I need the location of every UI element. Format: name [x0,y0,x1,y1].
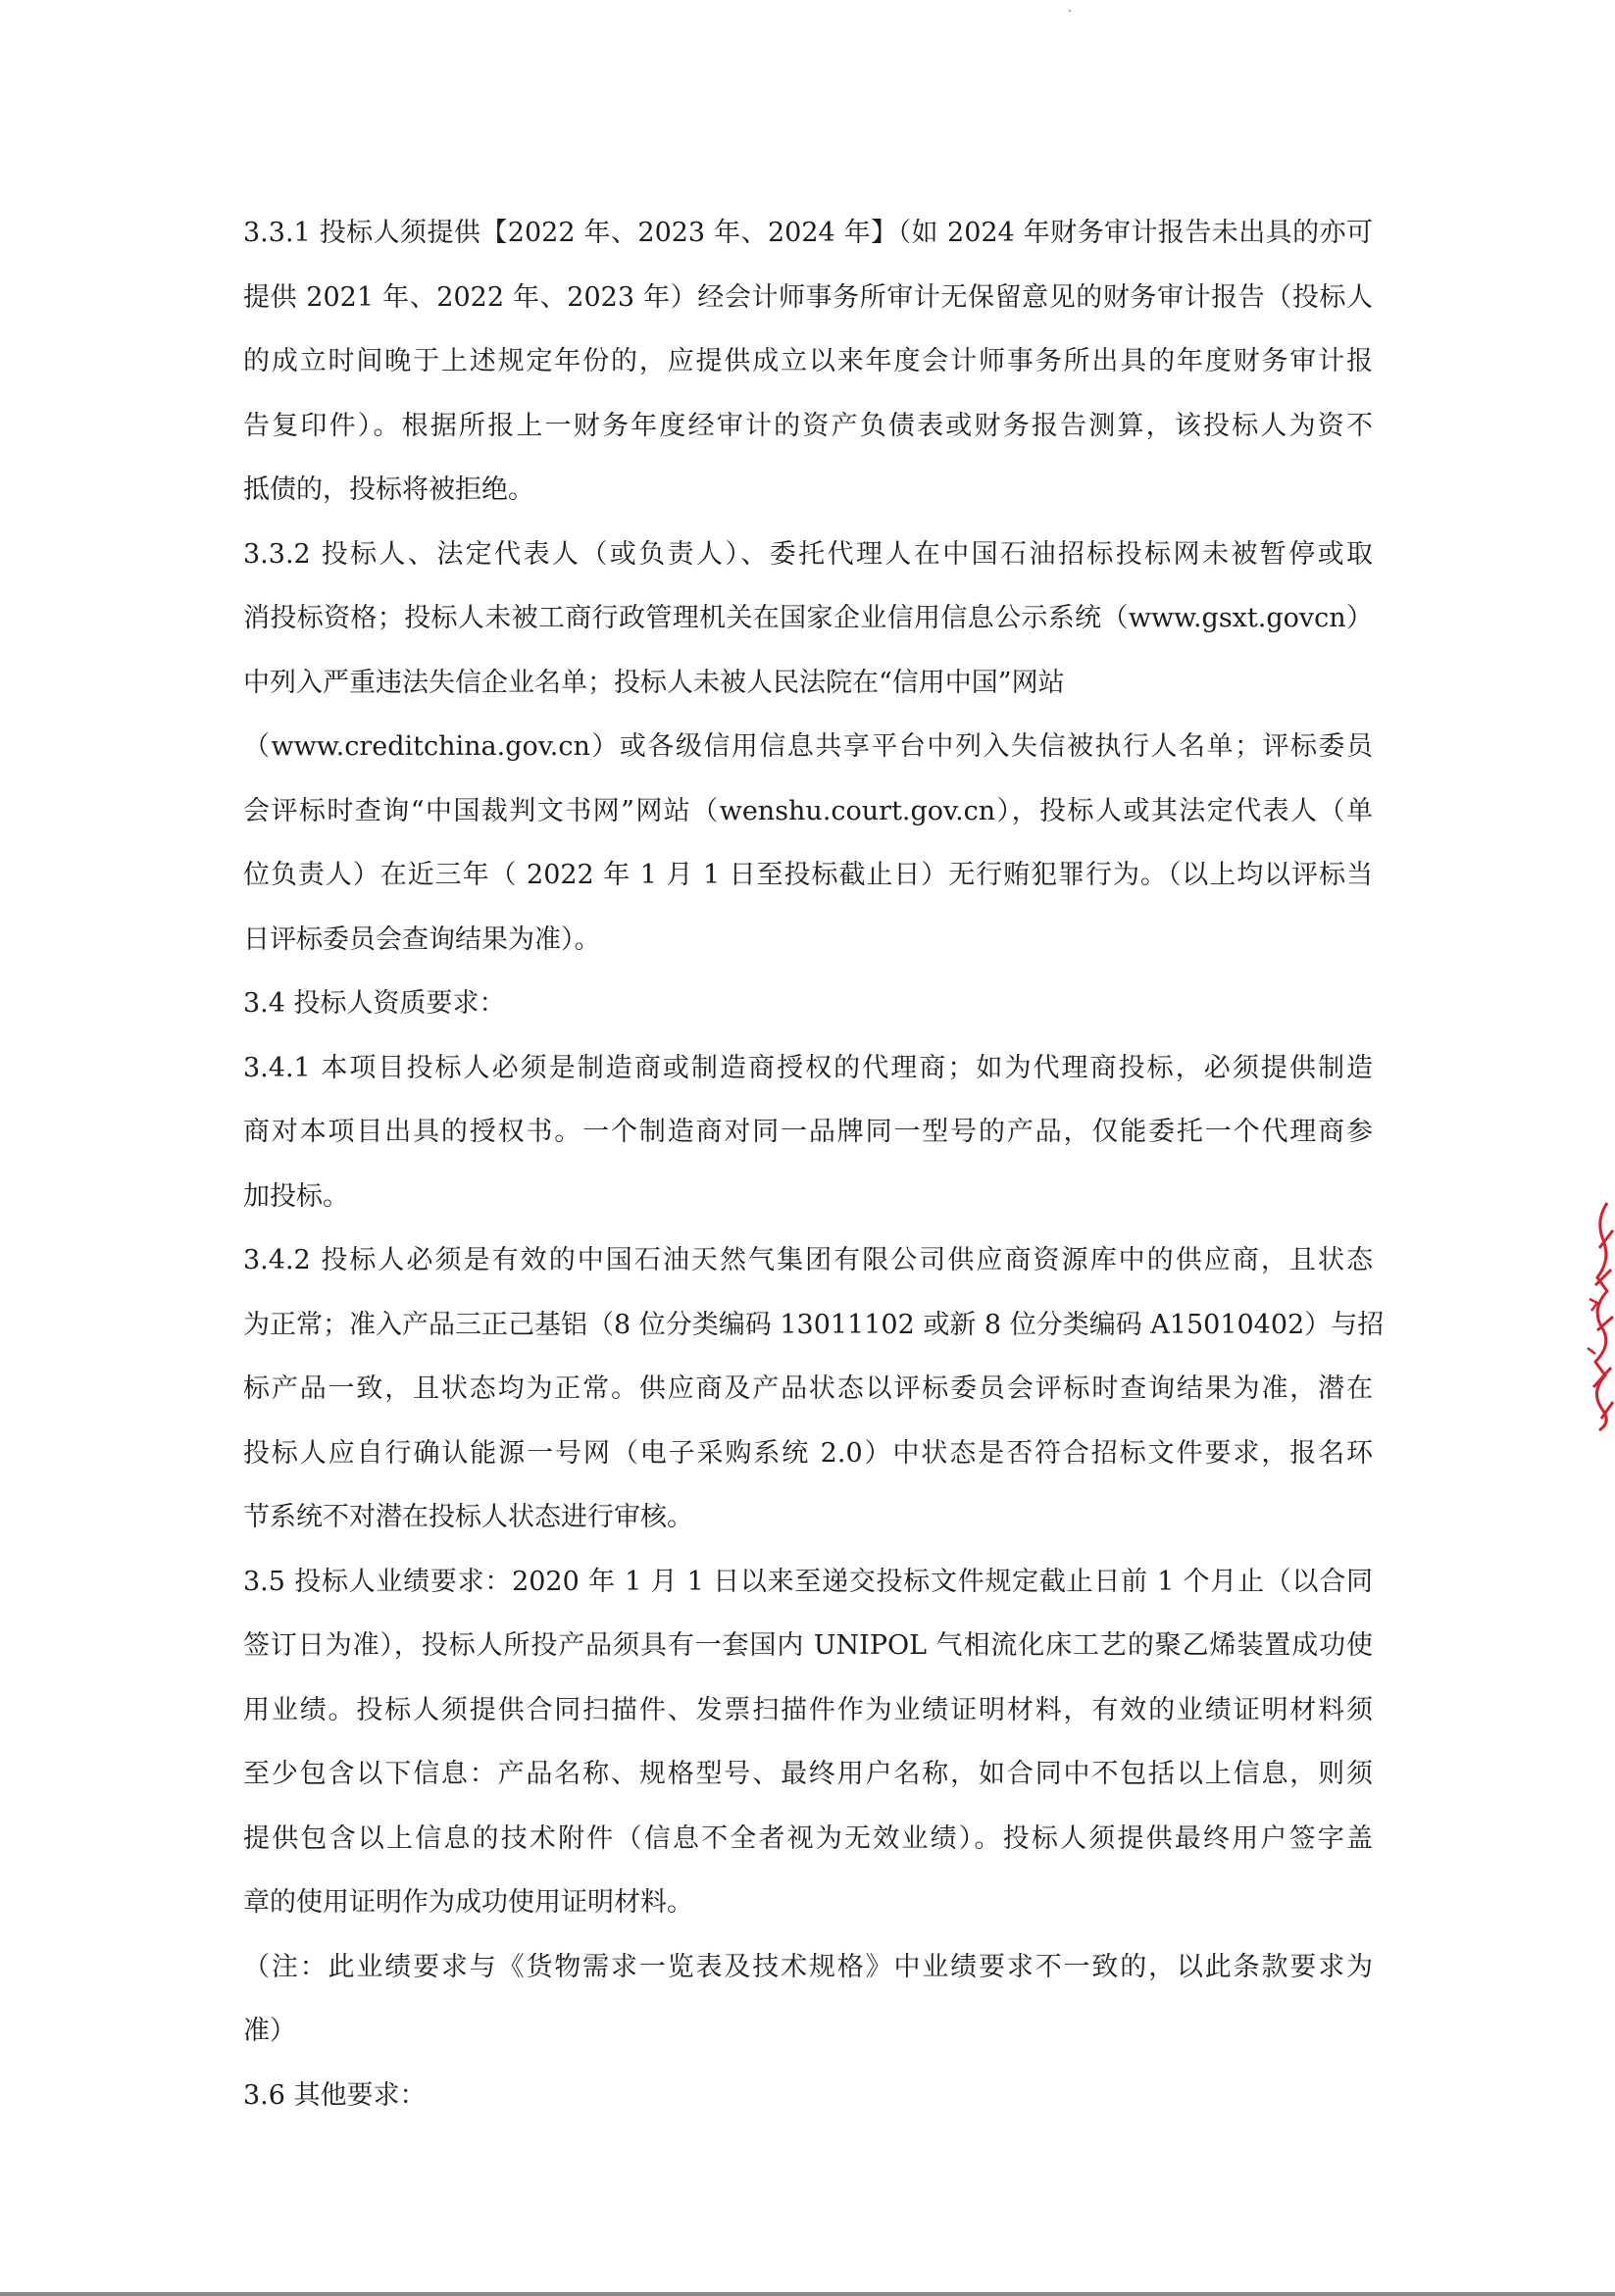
text-line: 消投标资格；投标人未被工商行政管理机关在国家企业信用信息公示系统（www.gsxt.govcn） [243,603,1373,633]
text-line: 节系统不对潜在投标人状态进行审核。 [243,1502,693,1532]
text-line: 商对本项目出具的授权书。一个制造商对同一品牌同一型号的产品，仅能委托一个代理商参 [243,1117,1373,1147]
text-line: 3.6 其他要求： [243,2079,427,2111]
text-line: 提供 2021 年、2022 年、2023 年）经会计师事务所审计无保留意见的财务审计报告（投标人 [243,281,1373,313]
text-line: 标产品一致，且状态均为正常。供应商及产品状态以评标委员会评标时查询结果为准，潜在 [243,1373,1373,1404]
text-line: 3.5 投标人业绩要求：2020 年 1 月 1 日以来至递交投标文件规定截止日前 1 个月止（以合同 [243,1566,1373,1597]
text-line: 至少包含以下信息：产品名称、规格型号、最终用户名称，如合同中不包括以上信息，则须 [243,1759,1373,1789]
text-line: 3.4 投标人资质要求： [243,988,506,1019]
text-line: 3.3.2 投标人、法定代表人（或负责人）、委托代理人在中国石油招标投标网未被暂停或取 [243,538,1373,570]
scan-speck [1069,10,1071,12]
partial-seal-stamp [1578,1201,1615,1431]
text-line: （注：此业绩要求与《货物需求一览表及技术规格》中业绩要求不一致的，以此条款要求为 [243,1951,1373,1982]
text-line: 的成立时间晚于上述规定年份的，应提供成立以来年度会计师事务所出具的年度财务审计报 [243,346,1373,376]
document-body [243,201,1385,2127]
text-line: 准） [243,2016,296,2046]
text-line: 中列入严重违法失信企业名单；投标人未被人民法院在“信用中国”网站 [243,667,1065,698]
text-line: 提供包含以上信息的技术附件（信息不全者视为无效业绩）。投标人须提供最终用户签字盖 [243,1822,1373,1854]
text-line: （www.creditchina.gov.cn）或各级信用信息共享平台中列入失信被执行人名单；评标委员 [243,731,1373,762]
text-line: 加投标。 [243,1180,349,1212]
text-line: 日评标委员会查询结果为准）。 [243,923,601,955]
text-line: 为正常；准入产品三正己基铝（8 位分类编码 13011102 或新 8 位分类编码 A15010402）与招 [243,1309,1385,1340]
text-line: 章的使用证明作为成功使用证明材料。 [243,1887,693,1918]
text-line: 3.4.2 投标人必须是有效的中国石油天然气集团有限公司供应商资源库中的供应商，且状态 [243,1245,1373,1275]
text-line: 投标人应自行确认能源一号网（电子采购系统 2.0）中状态是否符合招标文件要求，报名环 [243,1437,1373,1469]
text-line: 会评标时查询“中国裁判文书网”网站（wenshu.court.gov.cn），投标人或其法定代表人（单 [243,795,1373,826]
text-line: 用业绩。投标人须提供合同扫描件、发票扫描件作为业绩证明材料，有效的业绩证明材料须 [243,1694,1373,1725]
text-line: 告复印件）。根据所报上一财务年度经审计的资产负债表或财务报告测算，该投标人为资不 [243,410,1373,441]
text-line: 签订日为准），投标人所投产品须具有一套国内 UNIPOL 气相流化床工艺的聚乙烯装置成功使 [243,1630,1373,1661]
scan-bottom-edge [0,2292,1615,2296]
text-line: 3.4.1 本项目投标人必须是制造商或制造商授权的代理商；如为代理商投标，必须提供制造 [243,1052,1373,1083]
text-line: 抵债的，投标将被拒绝。 [243,474,534,505]
text-line: 3.3.1 投标人须提供【2022 年、2023 年、2024 年】（如 2024 年财务审计报告未出具的亦可 [243,218,1373,248]
text-line: 位负责人）在近三年（ 2022 年 1 月 1 日至投标截止日）无行贿犯罪行为。（以上均以评标当 [243,860,1373,890]
